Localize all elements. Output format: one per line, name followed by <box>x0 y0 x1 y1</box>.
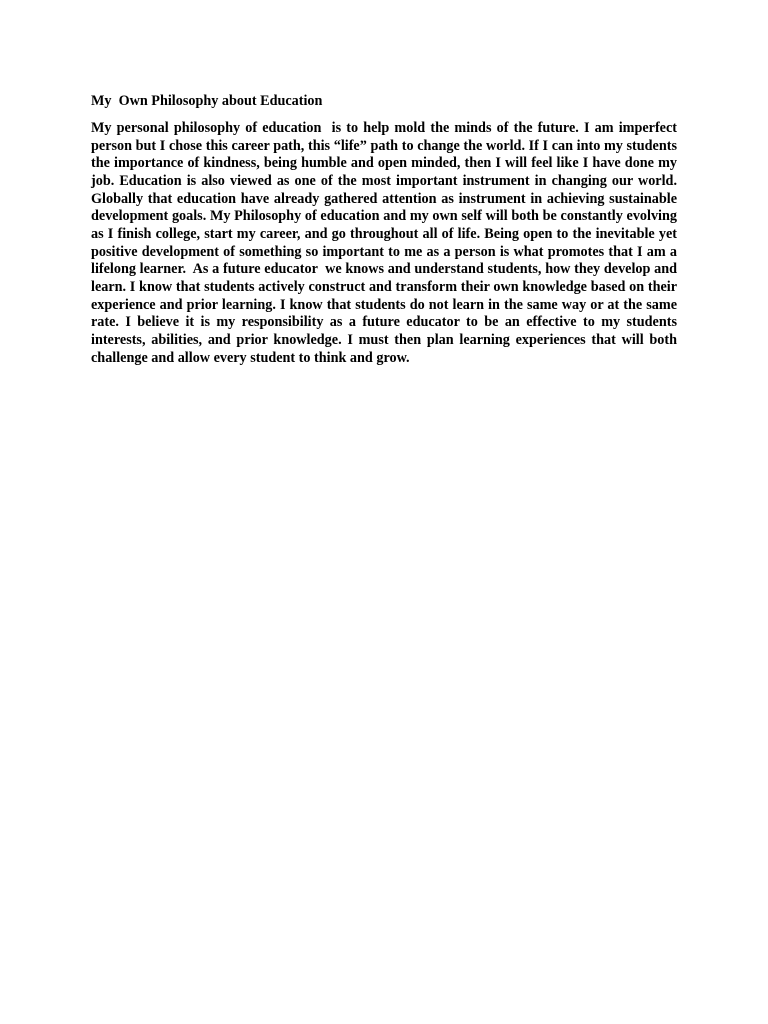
document-body-paragraph: My personal philosophy of education is to help mold the minds of the future. I am imperfect person but I chose this career path, this “life” path to change the world. If I can into my students the importance of kindness, being humble and open minded, then I will feel like I have done my job. Education is also viewed as one of the most important instrument in changing our world. Globally that education have already gathered attention as instrument in achieving sustainable development goals. My Philosophy of education and my own self will both be constantly evolving as I finish college, start my career, and go throughout all of life. Being open to the inevitable yet positive development of something so important to me as a person is what promotes that I am a lifelong learner. As a future educator we knows and understand students, how they develop and learn. I know that students actively construct and transform their own knowledge based on their experience and prior learning. I know that students do not learn in the same way or at the same rate. I believe it is my responsibility as a future educator to be an effective to my students interests, abilities, and prior knowledge. I must then plan learning experiences that will both challenge and allow every student to think and grow. <box>91 120 681 366</box>
document-title: My Own Philosophy about Education <box>91 93 323 109</box>
